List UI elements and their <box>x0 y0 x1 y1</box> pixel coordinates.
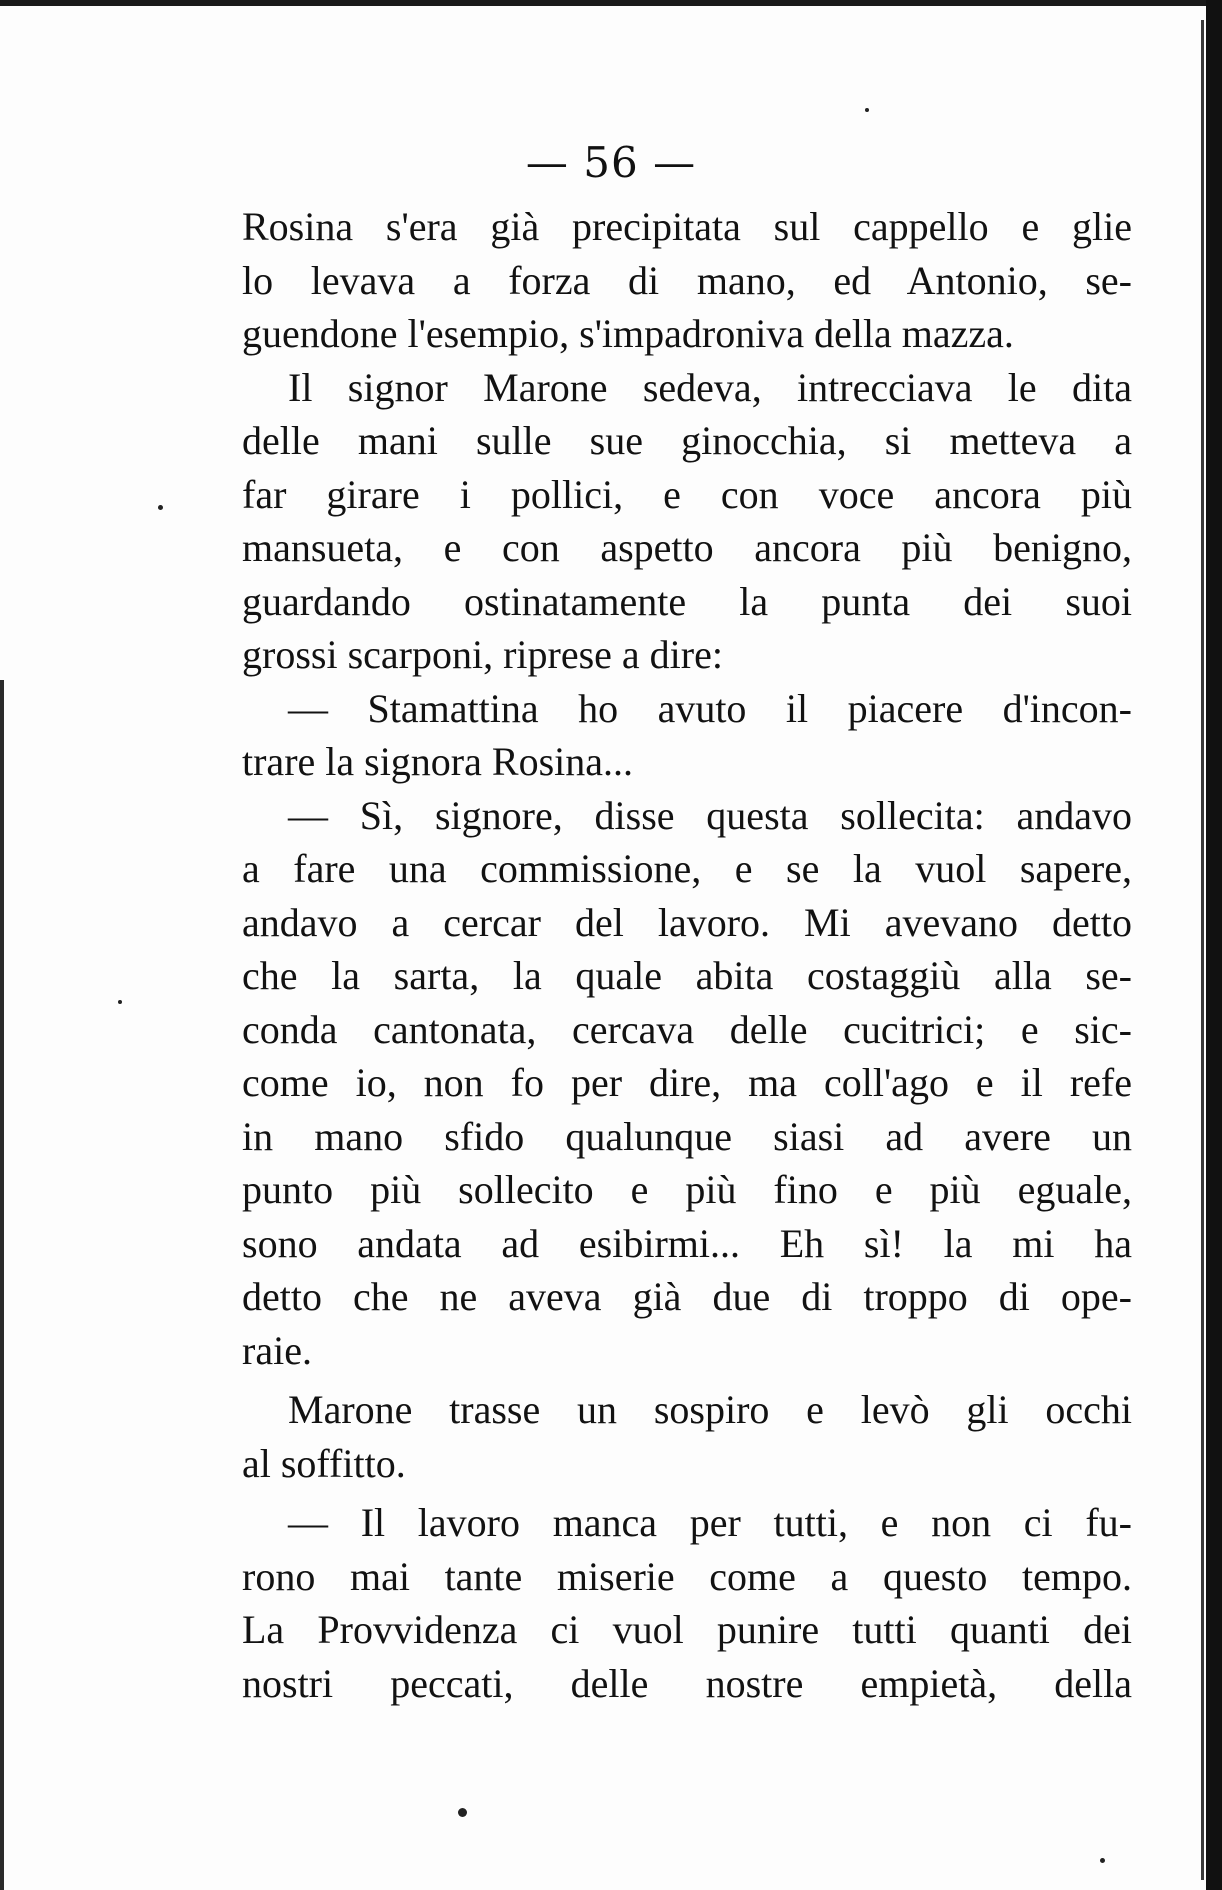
text-line: andavo a cercar del lavoro. Mi avevano detto <box>242 899 1132 945</box>
scan-edge-right <box>1206 0 1222 1890</box>
text-line: guardando ostinatamente la punta dei suoi <box>242 578 1132 624</box>
scan-edge-top <box>0 0 1222 6</box>
text-line: Rosina s'era già precipitata sul cappello e glie <box>242 204 1132 249</box>
text-line: punto più sollecito e più fino e più eguale, <box>242 1167 1132 1212</box>
text-line: in mano sfido qualunque siasi ad avere un <box>242 1113 1132 1159</box>
text-line: delle mani sulle sue ginocchia, si metteva a <box>242 418 1132 463</box>
text-line: al soffitto. <box>242 1440 406 1486</box>
text-line: come io, non fo per dire, ma coll'ago e il refe <box>242 1060 1132 1105</box>
scan-edge-left <box>0 680 4 1890</box>
text-line: detto che ne aveva già due di troppo di ope- <box>242 1274 1132 1319</box>
scan-speck <box>118 1000 122 1004</box>
text-line: grossi scarponi, riprese a dire: <box>242 632 723 677</box>
text-line: Marone trasse un sospiro e levò gli occhi <box>288 1387 1132 1432</box>
text-line: conda cantonata, cercava delle cucitrici; e sic- <box>242 1006 1132 1052</box>
text-line: rono mai tante miserie come a questo tempo. <box>242 1553 1132 1599</box>
text-line: sono andata ad esibirmi... Eh sì! la mi ha <box>242 1220 1132 1266</box>
text-line: raie. <box>242 1327 312 1373</box>
scan-speck <box>458 1808 467 1817</box>
text-line: guendone l'esempio, s'impadroniva della mazza. <box>242 311 1014 356</box>
page-number: — 56 — <box>525 138 697 187</box>
scan-speck <box>158 505 163 510</box>
text-line: Il signor Marone sedeva, intrecciava le dita <box>288 364 1132 410</box>
body-text <box>242 200 1132 1710</box>
scan-edge-line <box>1201 20 1204 1880</box>
scan-speck <box>1100 1858 1105 1863</box>
text-line: trare la signora Rosina... <box>242 739 633 784</box>
text-line: far girare i pollici, e con voce ancora più <box>242 471 1132 517</box>
text-line: che la sarta, la quale abita costaggiù alla se- <box>242 953 1132 998</box>
text-line: — Stamattina ho avuto il piacere d'incon- <box>288 685 1132 731</box>
scan-speck <box>865 108 869 112</box>
text-line: lo levava a forza di mano, ed Antonio, se- <box>242 257 1132 303</box>
text-line: — Il lavoro manca per tutti, e non ci fu- <box>288 1500 1132 1545</box>
text-line: La Provvidenza ci vuol punire tutti quanti dei <box>242 1607 1132 1652</box>
text-line: — Sì, signore, disse questa sollecita: andavo <box>288 792 1132 838</box>
text-line: mansueta, e con aspetto ancora più benigno, <box>242 525 1132 570</box>
text-line: nostri peccati, delle nostre empietà, della <box>242 1660 1132 1706</box>
text-line: a fare una commissione, e se la vuol sapere, <box>242 846 1132 891</box>
